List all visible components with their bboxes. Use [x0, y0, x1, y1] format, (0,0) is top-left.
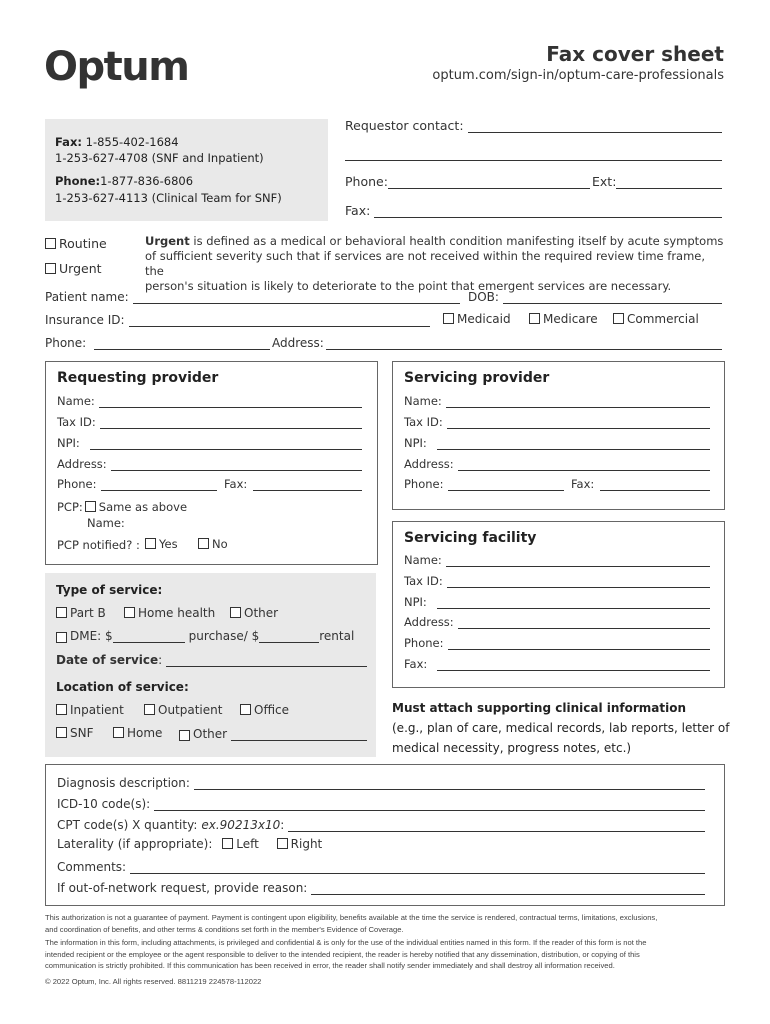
- page-title: Fax cover sheet: [546, 42, 724, 66]
- svc-taxid-field[interactable]: [404, 415, 710, 429]
- req-taxid-label: Tax ID:: [57, 415, 96, 429]
- routine-option[interactable]: [45, 236, 107, 251]
- fax-number-2: 1-253-627-4708 (SNF and Inpatient): [55, 151, 264, 165]
- servicing-provider-heading: Servicing provider: [404, 370, 550, 386]
- fac-fax-label: Fax:: [404, 657, 428, 671]
- urgent-definition: [145, 234, 725, 294]
- fac-address-field[interactable]: [404, 615, 710, 629]
- outpatient-checkbox[interactable]: [144, 704, 155, 715]
- pcp-no-label: No: [212, 537, 228, 551]
- snf-option[interactable]: [56, 726, 94, 740]
- location-of-service-heading: Location of service:: [56, 680, 189, 694]
- fac-name-label: Name:: [404, 553, 442, 567]
- pcp-notified-label: PCP notified? :: [57, 538, 140, 552]
- pcp-label: PCP:: [57, 500, 83, 514]
- medicare-checkbox[interactable]: [529, 313, 540, 324]
- attach-note-line-2: medical necessity, progress notes, etc.): [392, 741, 632, 755]
- home-label: Home: [127, 726, 163, 740]
- purchase-label: purchase/ $: [188, 629, 260, 643]
- requesting-provider-heading: Requesting provider: [57, 370, 219, 386]
- req-phone-field[interactable]: [57, 477, 217, 491]
- laterality-left-label: Left: [236, 837, 259, 851]
- dob-field[interactable]: [468, 290, 722, 304]
- req-address-field[interactable]: [57, 457, 362, 471]
- medicaid-option[interactable]: [443, 312, 511, 326]
- laterality-left-option[interactable]: [222, 837, 259, 851]
- oon-reason-label: If out-of-network request, provide reason:: [57, 881, 308, 895]
- home-health-label: Home health: [138, 606, 216, 620]
- fac-name-field[interactable]: [404, 553, 710, 567]
- laterality-left-checkbox[interactable]: [222, 838, 233, 849]
- insurance-id-field[interactable]: [45, 313, 430, 327]
- footer-p2-line-3: communication is strictly prohibited. If this communication has been received in error, the reader shall notify sender immediately and shall destroy all information received.: [45, 961, 615, 970]
- medicaid-label: Medicaid: [457, 312, 511, 326]
- contact-info-box: [45, 119, 328, 221]
- laterality-field: [57, 837, 322, 851]
- medicaid-checkbox[interactable]: [443, 313, 454, 324]
- laterality-right-option[interactable]: [277, 837, 323, 851]
- icd10-field[interactable]: [57, 797, 705, 811]
- comments-label: Comments:: [57, 860, 127, 874]
- home-health-checkbox[interactable]: [124, 607, 135, 618]
- svc-npi-field[interactable]: [404, 436, 710, 450]
- laterality-right-label: Right: [290, 837, 323, 851]
- location-other-checkbox[interactable]: [179, 730, 190, 741]
- patient-phone-field[interactable]: [45, 336, 270, 350]
- servicing-provider-box: [392, 361, 725, 510]
- inpatient-option[interactable]: [56, 703, 124, 717]
- home-health-option[interactable]: [124, 606, 215, 620]
- fax-number-1: 1-855-402-1684: [85, 135, 179, 149]
- svc-name-label: Name:: [404, 394, 442, 408]
- footer-p1-line-1: This authorization is not a guarantee of payment. Payment is contingent upon eligibility, benefits available at the time the service is rendered, contractual terms, limitations, exclusions,: [45, 913, 658, 922]
- page-url: optum.com/sign-in/optum-care-professionals: [432, 68, 724, 83]
- requestor-fax-label: Fax:: [345, 203, 371, 218]
- cpt-colon: :: [280, 818, 285, 832]
- commercial-checkbox[interactable]: [613, 313, 624, 324]
- date-of-service-field[interactable]: [56, 653, 367, 667]
- snf-checkbox[interactable]: [56, 727, 67, 738]
- inpatient-label: Inpatient: [70, 703, 124, 717]
- dme-purchase-line[interactable]: [113, 632, 185, 643]
- part-b-label: Part B: [70, 606, 106, 620]
- pcp-name-label: Name:: [87, 516, 125, 530]
- urgent-def-line-3: person's situation is likely to deteriorate to the point that emergent services are necessary.: [145, 279, 672, 293]
- footer-disclaimer: [45, 912, 735, 987]
- rental-label: rental: [319, 629, 355, 643]
- laterality-right-checkbox[interactable]: [277, 838, 288, 849]
- svc-address-field[interactable]: [404, 457, 710, 471]
- fac-npi-field[interactable]: [404, 595, 710, 609]
- svc-npi-label: NPI:: [404, 436, 427, 450]
- requestor-phone-field[interactable]: [345, 174, 590, 189]
- requestor-ext-label: Ext:: [592, 174, 617, 189]
- requestor-phone-label: Phone:: [345, 174, 388, 189]
- pcp-same-option[interactable]: [57, 500, 187, 514]
- requestor-contact-label: Requestor contact:: [345, 118, 464, 133]
- home-option[interactable]: [113, 726, 162, 740]
- phone-number-1: 1-877-836-6806: [100, 174, 194, 188]
- patient-name-label: Patient name:: [45, 290, 129, 304]
- comments-field[interactable]: [57, 860, 705, 874]
- requestor-contact-field[interactable]: [345, 118, 722, 133]
- svc-fax-field[interactable]: [571, 477, 710, 491]
- servicing-facility-heading: Servicing facility: [404, 530, 537, 546]
- service-other-option[interactable]: [230, 606, 278, 620]
- req-npi-field[interactable]: [57, 436, 362, 450]
- req-fax-label: Fax:: [224, 477, 248, 491]
- service-box: [45, 573, 376, 757]
- attach-note-line-1: (e.g., plan of care, medical records, lab reports, letter of: [392, 721, 730, 735]
- fac-address-label: Address:: [404, 615, 454, 629]
- cpt-example: ex.90213x10: [201, 818, 281, 832]
- fac-taxid-field[interactable]: [404, 574, 710, 588]
- req-address-label: Address:: [57, 457, 107, 471]
- dme-checkbox[interactable]: [56, 632, 67, 643]
- svc-taxid-label: Tax ID:: [404, 415, 443, 429]
- diagnosis-description-label: Diagnosis description:: [57, 776, 190, 790]
- same-as-above-label: Same as above: [98, 500, 188, 514]
- svc-phone-label: Phone:: [404, 477, 444, 491]
- req-npi-label: NPI:: [57, 436, 80, 450]
- pcp-yes-label: Yes: [159, 537, 178, 551]
- phone-label: Phone:: [55, 174, 101, 188]
- medicare-option[interactable]: [529, 312, 598, 326]
- date-of-service-label: Date of service: [56, 653, 159, 667]
- fac-phone-field[interactable]: [404, 636, 710, 650]
- dme-rental-line[interactable]: [259, 632, 319, 643]
- optum-logo: Optum: [44, 44, 189, 90]
- snf-label: SNF: [70, 726, 94, 740]
- routine-label: Routine: [59, 236, 107, 251]
- urgent-label: Urgent: [59, 261, 102, 276]
- phone-line-1: [55, 174, 193, 188]
- attach-note-heading: Must attach supporting clinical information: [392, 701, 687, 715]
- fac-npi-label: NPI:: [404, 595, 427, 609]
- requestor-fax-field[interactable]: [345, 203, 722, 218]
- patient-address-field[interactable]: [272, 336, 722, 350]
- pcp-yes-checkbox[interactable]: [145, 538, 156, 549]
- service-other-checkbox[interactable]: [230, 607, 241, 618]
- footer-p1-line-2: and coordination of benefits, and other terms & conditions set forth in the member's Evidence of Coverage.: [45, 924, 404, 934]
- type-of-service-heading: Type of service:: [56, 583, 163, 597]
- requesting-provider-box: [45, 361, 378, 565]
- dob-label: DOB:: [468, 290, 499, 304]
- urgent-def-line-1: is defined as a medical or behavioral health condition manifesting itself by acute symptoms: [189, 234, 724, 248]
- outpatient-label: Outpatient: [158, 703, 223, 717]
- fax-label: Fax:: [55, 135, 82, 149]
- commercial-label: Commercial: [627, 312, 699, 326]
- urgent-checkbox[interactable]: [45, 263, 56, 274]
- footer-p2-line-2: intended recipient or the employee or the agent responsible to deliver to the intended recipient, the reader is hereby notified that any dissemination, distribution, or copying of this: [45, 949, 640, 959]
- pcp-no-checkbox[interactable]: [198, 538, 209, 549]
- part-b-checkbox[interactable]: [56, 607, 67, 618]
- home-checkbox[interactable]: [113, 727, 124, 738]
- svc-address-label: Address:: [404, 457, 454, 471]
- fac-taxid-label: Tax ID:: [404, 574, 443, 588]
- phone-number-2: 1-253-627-4113 (Clinical Team for SNF): [55, 191, 282, 205]
- part-b-option[interactable]: [56, 606, 106, 620]
- office-checkbox[interactable]: [240, 704, 251, 715]
- patient-address-label: Address:: [272, 336, 324, 350]
- urgent-option[interactable]: [45, 261, 102, 276]
- fac-fax-field[interactable]: [404, 657, 710, 671]
- req-name-field[interactable]: [57, 394, 362, 408]
- fax-line-1: [55, 135, 179, 149]
- urgent-def-bold: Urgent: [145, 234, 190, 248]
- inpatient-checkbox[interactable]: [56, 704, 67, 715]
- pcp-yes-option[interactable]: [145, 537, 178, 551]
- diagnosis-box: [45, 764, 725, 906]
- same-as-above-checkbox[interactable]: [85, 501, 96, 512]
- footer-p2-line-1: The information in this form, including attachments, is privileged and confidential & is only for the use of the individual entities named in this form. If the reader of this form is not the: [45, 938, 647, 947]
- svc-fax-label: Fax:: [571, 477, 595, 491]
- dme-label: DME: $: [70, 629, 113, 643]
- routine-checkbox[interactable]: [45, 238, 56, 249]
- outpatient-option[interactable]: [144, 703, 222, 717]
- patient-phone-label: Phone:: [45, 336, 87, 350]
- office-label: Office: [254, 703, 290, 717]
- fac-phone-label: Phone:: [404, 636, 444, 650]
- service-other-label: Other: [244, 606, 279, 620]
- req-fax-field[interactable]: [224, 477, 362, 491]
- cpt-label: CPT code(s) X quantity:: [57, 818, 198, 832]
- svc-phone-field[interactable]: [404, 477, 564, 491]
- footer-copyright: © 2022 Optum, Inc. All rights reserved. 8811219 224578-112022: [45, 976, 262, 986]
- req-phone-label: Phone:: [57, 477, 97, 491]
- urgent-def-line-2: of sufficient severity such that if services are not received within the required review time frame, the: [145, 249, 706, 278]
- dme-field[interactable]: [56, 629, 366, 643]
- requestor-ext-field[interactable]: [592, 174, 722, 189]
- medicare-label: Medicare: [543, 312, 598, 326]
- attach-note: [392, 698, 732, 758]
- commercial-option[interactable]: [613, 312, 699, 326]
- office-option[interactable]: [240, 703, 289, 717]
- requestor-contact-line-2[interactable]: [345, 160, 722, 161]
- req-name-label: Name:: [57, 394, 95, 408]
- svc-name-field[interactable]: [404, 394, 710, 408]
- req-taxid-field[interactable]: [57, 415, 362, 429]
- icd10-label: ICD-10 code(s):: [57, 797, 151, 811]
- date-colon: :: [158, 653, 163, 667]
- cpt-field[interactable]: [57, 818, 705, 832]
- patient-name-field[interactable]: [45, 290, 460, 304]
- laterality-label: Laterality (if appropriate):: [57, 837, 213, 851]
- location-other-field[interactable]: [179, 727, 367, 741]
- diagnosis-description-field[interactable]: [57, 776, 705, 790]
- servicing-facility-box: [392, 521, 725, 688]
- oon-reason-field[interactable]: [57, 881, 705, 895]
- location-other-label: Other: [193, 727, 228, 741]
- insurance-id-label: Insurance ID:: [45, 313, 125, 327]
- pcp-no-option[interactable]: [198, 537, 228, 551]
